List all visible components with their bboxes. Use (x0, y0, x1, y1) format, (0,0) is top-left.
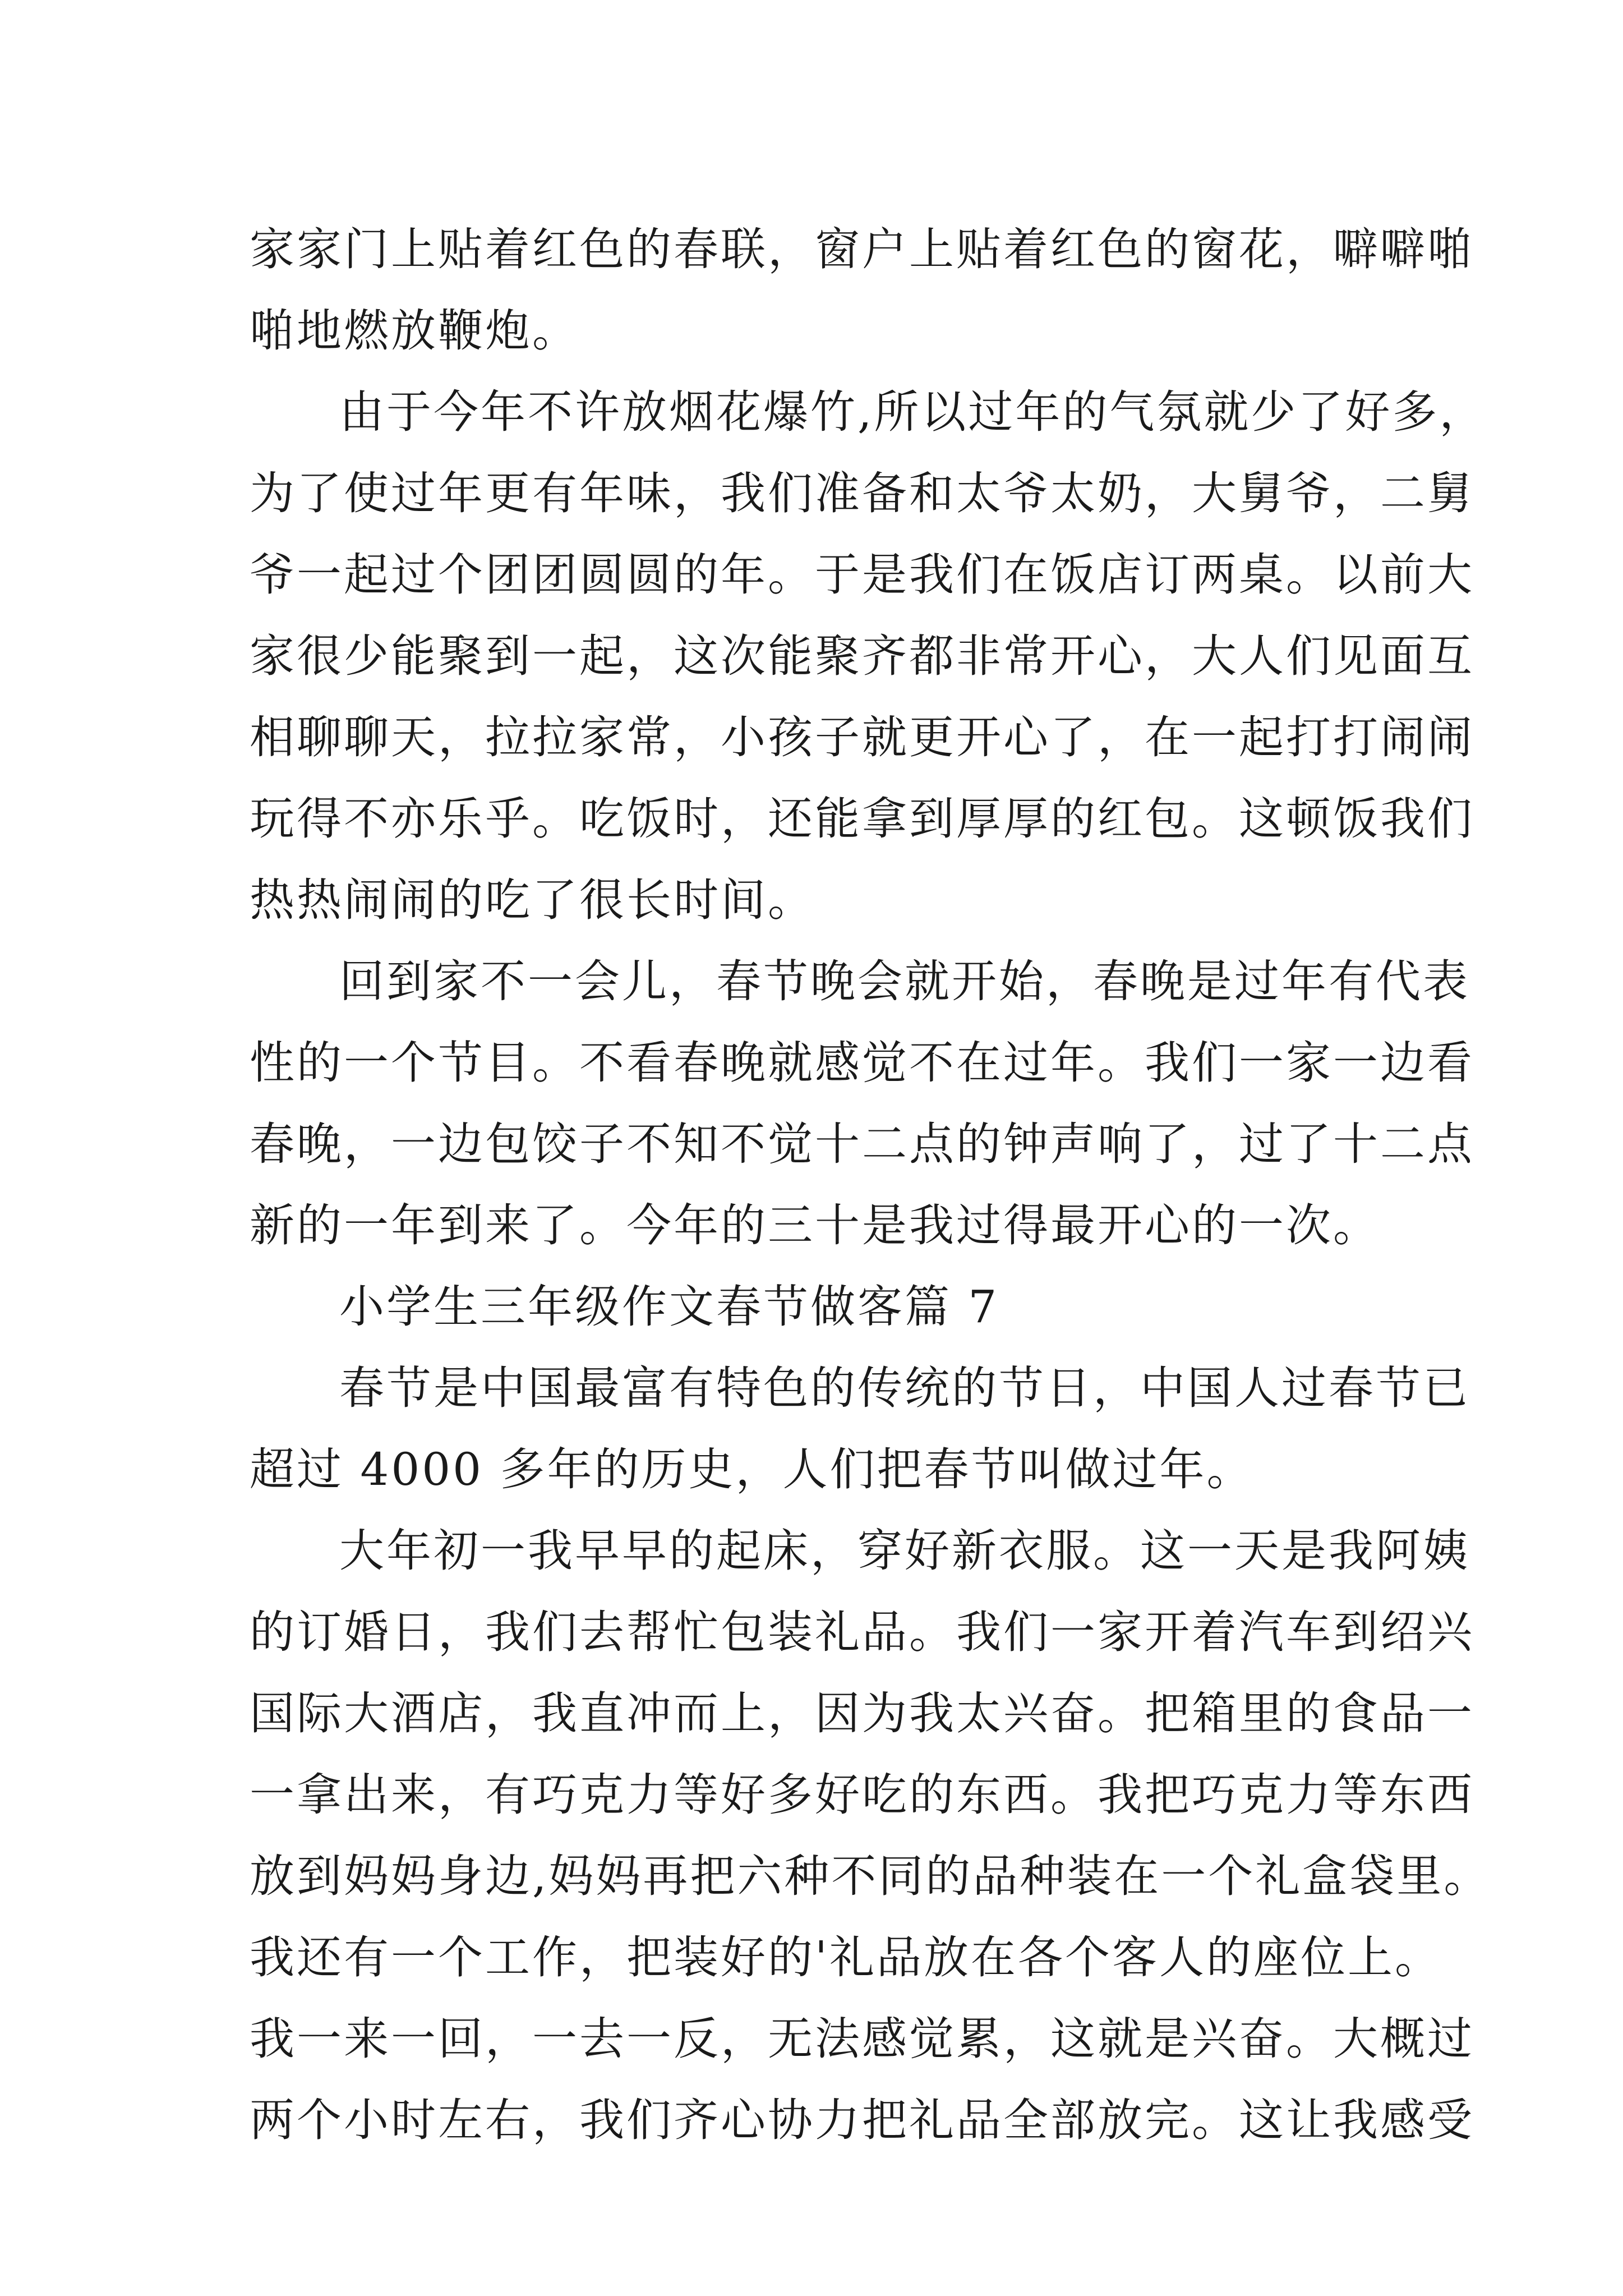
text-line: 超过 4000 多年的历史，人们把春节叫做过年。 (250, 1443, 1254, 1496)
text-line: 家家门上贴着红色的春联，窗户上贴着红色的窗花，噼噼啪 (250, 223, 1474, 275)
text-line: 家很少能聚到一起，这次能聚齐都非常开心，大人们见面互 (250, 630, 1474, 682)
text-line: 一拿出来，有巧克力等好多好吃的东西。我把巧克力等东西 (250, 1769, 1474, 1821)
text-line: 回到家不一会儿，春节晚会就开始，春晚是过年有代表 (339, 955, 1470, 1007)
text-line: 春节是中国最富有特色的传统的节日，中国人过春节已 (339, 1362, 1470, 1414)
text-line: 玩得不亦乐乎。吃饭时，还能拿到厚厚的红包。这顿饭我们 (250, 793, 1474, 845)
text-line: 我还有一个工作，把装好的'礼品放在各个客人的座位上。 (250, 1931, 1442, 1984)
text-line: 两个小时左右，我们齐心协力把礼品全部放完。这让我感受 (250, 2094, 1474, 2146)
text-line: 为了使过年更有年味，我们准备和太爷太奶，大舅爷，二舅 (250, 467, 1474, 519)
section-heading: 小学生三年级作文春节做客篇 7 (339, 1281, 999, 1333)
text-line: 爷一起过个团团圆圆的年。于是我们在饭店订两桌。以前大 (250, 549, 1474, 601)
text-line: 热热闹闹的吃了很长时间。 (250, 874, 815, 926)
text-line: 相聊聊天，拉拉家常，小孩子就更开心了，在一起打打闹闹 (250, 711, 1474, 763)
text-line: 性的一个节目。不看春晚就感觉不在过年。我们一家一边看 (250, 1037, 1474, 1089)
text-line: 啪地燃放鞭炮。 (250, 305, 579, 357)
text-line: 的订婚日，我们去帮忙包装礼品。我们一家开着汽车到绍兴 (250, 1606, 1474, 1658)
text-line: 国际大酒店，我直冲而上，因为我太兴奋。把箱里的食品一 (250, 1687, 1474, 1740)
text-line: 由于今年不许放烟花爆竹,所以过年的气氛就少了好多， (339, 386, 1487, 438)
text-line: 放到妈妈身边,妈妈再把六种不同的品种装在一个礼盒袋里。 (250, 1850, 1491, 1902)
essay-text (250, 209, 1506, 2161)
text-line: 新的一年到来了。今年的三十是我过得最开心的一次。 (250, 1199, 1380, 1251)
text-line: 大年初一我早早的起床，穿好新衣服。这一天是我阿姨 (339, 1525, 1470, 1577)
text-line: 春晚，一边包饺子不知不觉十二点的钟声响了，过了十二点 (250, 1118, 1474, 1170)
text-line: 我一来一回，一去一反，无法感觉累，这就是兴奋。大概过 (250, 2013, 1474, 2065)
